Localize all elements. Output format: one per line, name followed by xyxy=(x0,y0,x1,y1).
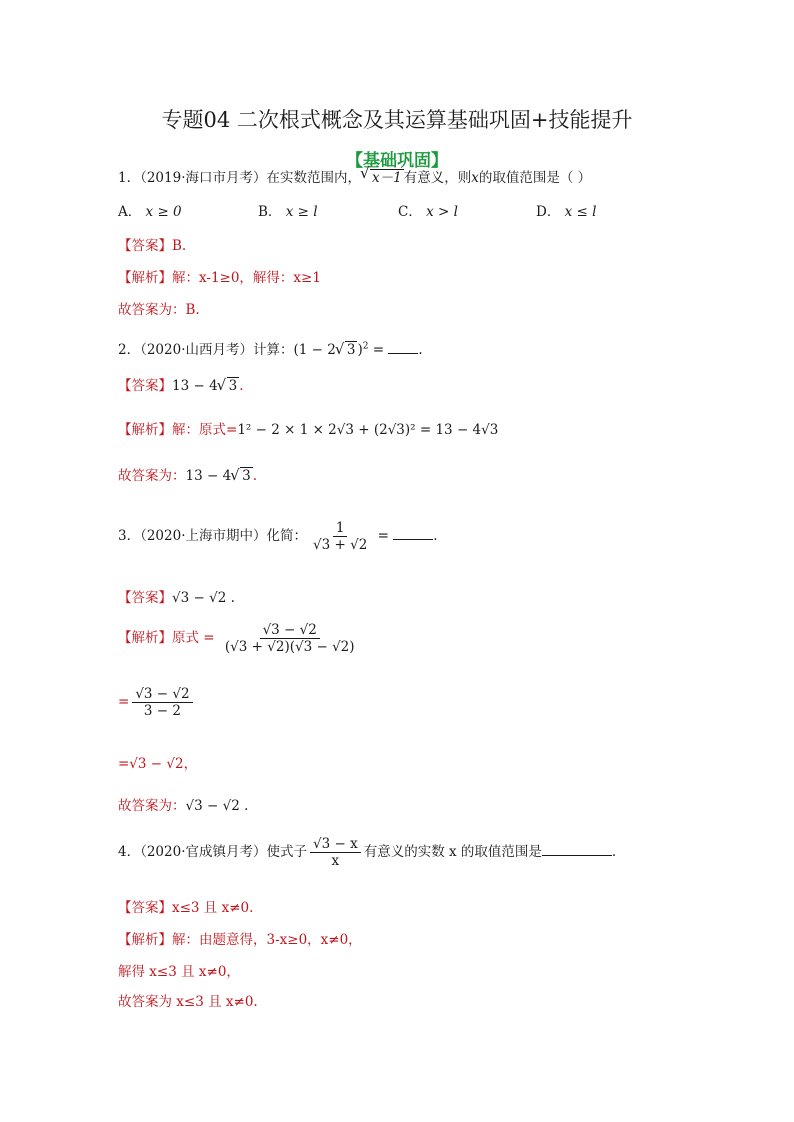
q3-analysis-tag: 【解析】 xyxy=(118,630,172,646)
q2-analysis-math: 1² − 2 × 1 × 2√3 + (2√3)² = 13 − 4√3 xyxy=(237,422,499,438)
q1-text-post: 的取值范围是（ ） xyxy=(478,170,592,186)
q4-analysis-text: 解：由题意得，3-x≥0，x≠0， xyxy=(172,932,362,948)
q2-conclusion-pre: 故答案为： xyxy=(118,468,186,484)
q2-answer-tag: 【答案】 xyxy=(118,378,172,394)
q3-analysis-pre: 原式 = xyxy=(172,630,219,646)
q2-sqrt xyxy=(336,342,358,358)
q2-answer-sqrt xyxy=(218,378,240,394)
q3-analysis xyxy=(118,622,361,655)
q1-option-c-label: C． xyxy=(398,204,422,220)
q1-answer-value: B. xyxy=(172,238,187,254)
q4-text-end: . xyxy=(611,844,617,860)
q2-text-pre: 2．（2020·山西月考）计算： xyxy=(118,342,294,358)
q1-analysis-tag: 【解析】 xyxy=(118,270,172,286)
q4-answer-value: x≤3 且 x≠0. xyxy=(172,900,254,916)
q2-conclusion-b: . xyxy=(252,468,258,484)
q2-answer-rad: 3 xyxy=(228,378,238,394)
q1-option-b-math: x ≥ l xyxy=(285,204,318,220)
q1-text-pre: 1．（2019·海口市月考）在实数范围内， xyxy=(118,170,361,186)
q1-option-c xyxy=(398,200,458,220)
question-3: 3．（2020·上海市期中）化简： $\frac{1}{√3 + √2}$ = . xyxy=(118,520,438,553)
q2-answer-blank xyxy=(388,353,418,354)
q4-step1: 解得 x≤3 且 x≠0， xyxy=(118,964,240,980)
q2-answer xyxy=(118,374,244,394)
q4-analysis xyxy=(118,928,362,948)
q4-text-pre: 4．（2020·官成镇月考）使式子 xyxy=(118,844,307,860)
q3-text-pre: 3．（2020·上海市期中）化简： xyxy=(118,528,307,544)
q3-step1-den: (√3 + √2)(√3 − √2) xyxy=(224,639,355,655)
q2-expr-b: ) xyxy=(357,342,363,358)
q1-radicand: x－1 xyxy=(372,170,402,186)
q3-conclusion-pre: 故答案为： xyxy=(118,798,186,814)
page-title: 专题04 二次根式概念及其运算基础巩固+技能提升 xyxy=(161,108,633,132)
q2-analysis-tag: 【解析】 xyxy=(118,422,172,438)
q2-expr-a: (1 − 2 xyxy=(293,342,336,358)
q2-answer-a: 13 − 4 xyxy=(172,378,218,394)
q3-conclusion xyxy=(118,794,248,814)
q4-conclusion: 故答案为 x≤3 且 x≠0. xyxy=(118,994,258,1010)
q3-step1-fraction xyxy=(222,622,358,655)
q3-fraction xyxy=(310,520,370,553)
q1-option-a-math: x ≥ 0 xyxy=(145,204,182,220)
q3-step2 xyxy=(118,686,196,719)
q3-step2-den: 3 − 2 xyxy=(143,703,181,719)
q1-conclusion: 故答案为：B. xyxy=(118,302,200,318)
q1-option-b-label: B． xyxy=(258,204,282,220)
q3-answer-tag: 【答案】 xyxy=(118,590,172,606)
q3-step2-pre: = xyxy=(118,694,130,710)
q1-option-a xyxy=(118,200,182,220)
q1-option-a-label: A． xyxy=(118,204,142,220)
q3-frac-num: 1 xyxy=(333,520,348,537)
q2-conclusion-rad: 3 xyxy=(242,468,251,484)
q4-text-post: 有意义的实数 x 的取值范围是 xyxy=(363,844,542,860)
q3-answer xyxy=(118,586,235,606)
q4-answer-tag: 【答案】 xyxy=(118,900,172,916)
q3-step2-fraction xyxy=(132,686,192,719)
q3-step2-num: √3 − √2 xyxy=(132,686,192,703)
q2-answer-b: . xyxy=(239,378,244,394)
q1-option-d xyxy=(536,200,596,220)
q1-option-d-math: x ≤ l xyxy=(564,204,597,220)
q3-frac-den: √3 + √2 xyxy=(313,537,368,553)
q3-conclusion-value: √3 − √2 . xyxy=(185,798,249,814)
q1-analysis-text: 解：x-1≥0，解得：x≥1 xyxy=(172,270,321,286)
question-4 xyxy=(118,836,616,869)
q4-answer-blank xyxy=(542,855,612,856)
section-heading: 【基础巩固】 xyxy=(346,151,448,171)
q4-frac-num: √3 − x xyxy=(310,836,361,853)
q3-step1-num: √3 − √2 xyxy=(260,622,320,639)
q2-conclusion-sqrt xyxy=(231,468,253,484)
q1-text-mid: 有意义，则 xyxy=(403,170,472,186)
q1-answer xyxy=(118,234,186,254)
q1-option-b xyxy=(258,200,318,220)
q2-analysis xyxy=(118,418,498,438)
q3-eq: = xyxy=(373,528,394,544)
q3-step3: =√3 − √2， xyxy=(118,756,198,772)
q4-answer xyxy=(118,896,253,916)
q2-expr-rad: 3 xyxy=(346,342,356,358)
q1-answer-tag: 【答案】 xyxy=(118,238,172,254)
q2-expr-exp: 2 xyxy=(362,341,369,352)
q3-answer-value: √3 − √2 . xyxy=(172,590,235,606)
q2-expr-eq: = xyxy=(368,342,389,358)
q1-analysis xyxy=(118,266,321,286)
q1-var: x xyxy=(471,170,479,186)
q1-option-c-math: x > l xyxy=(426,204,458,220)
question-2: 2．（2020·山西月考）计算：(1 − 2√ 3 )$^2$ = . xyxy=(118,338,423,358)
q4-fraction xyxy=(310,836,361,869)
q4-analysis-tag: 【解析】 xyxy=(118,932,172,948)
q2-analysis-pre: 解：原式= xyxy=(172,422,238,438)
question-1 xyxy=(118,166,591,186)
q2-conclusion-a: 13 − 4 xyxy=(185,468,232,484)
q3-answer-blank xyxy=(393,539,433,540)
q1-option-d-label: D． xyxy=(536,204,561,220)
q2-conclusion xyxy=(118,464,257,484)
q4-frac-den: x xyxy=(331,853,340,869)
q1-sqrt xyxy=(361,166,404,186)
